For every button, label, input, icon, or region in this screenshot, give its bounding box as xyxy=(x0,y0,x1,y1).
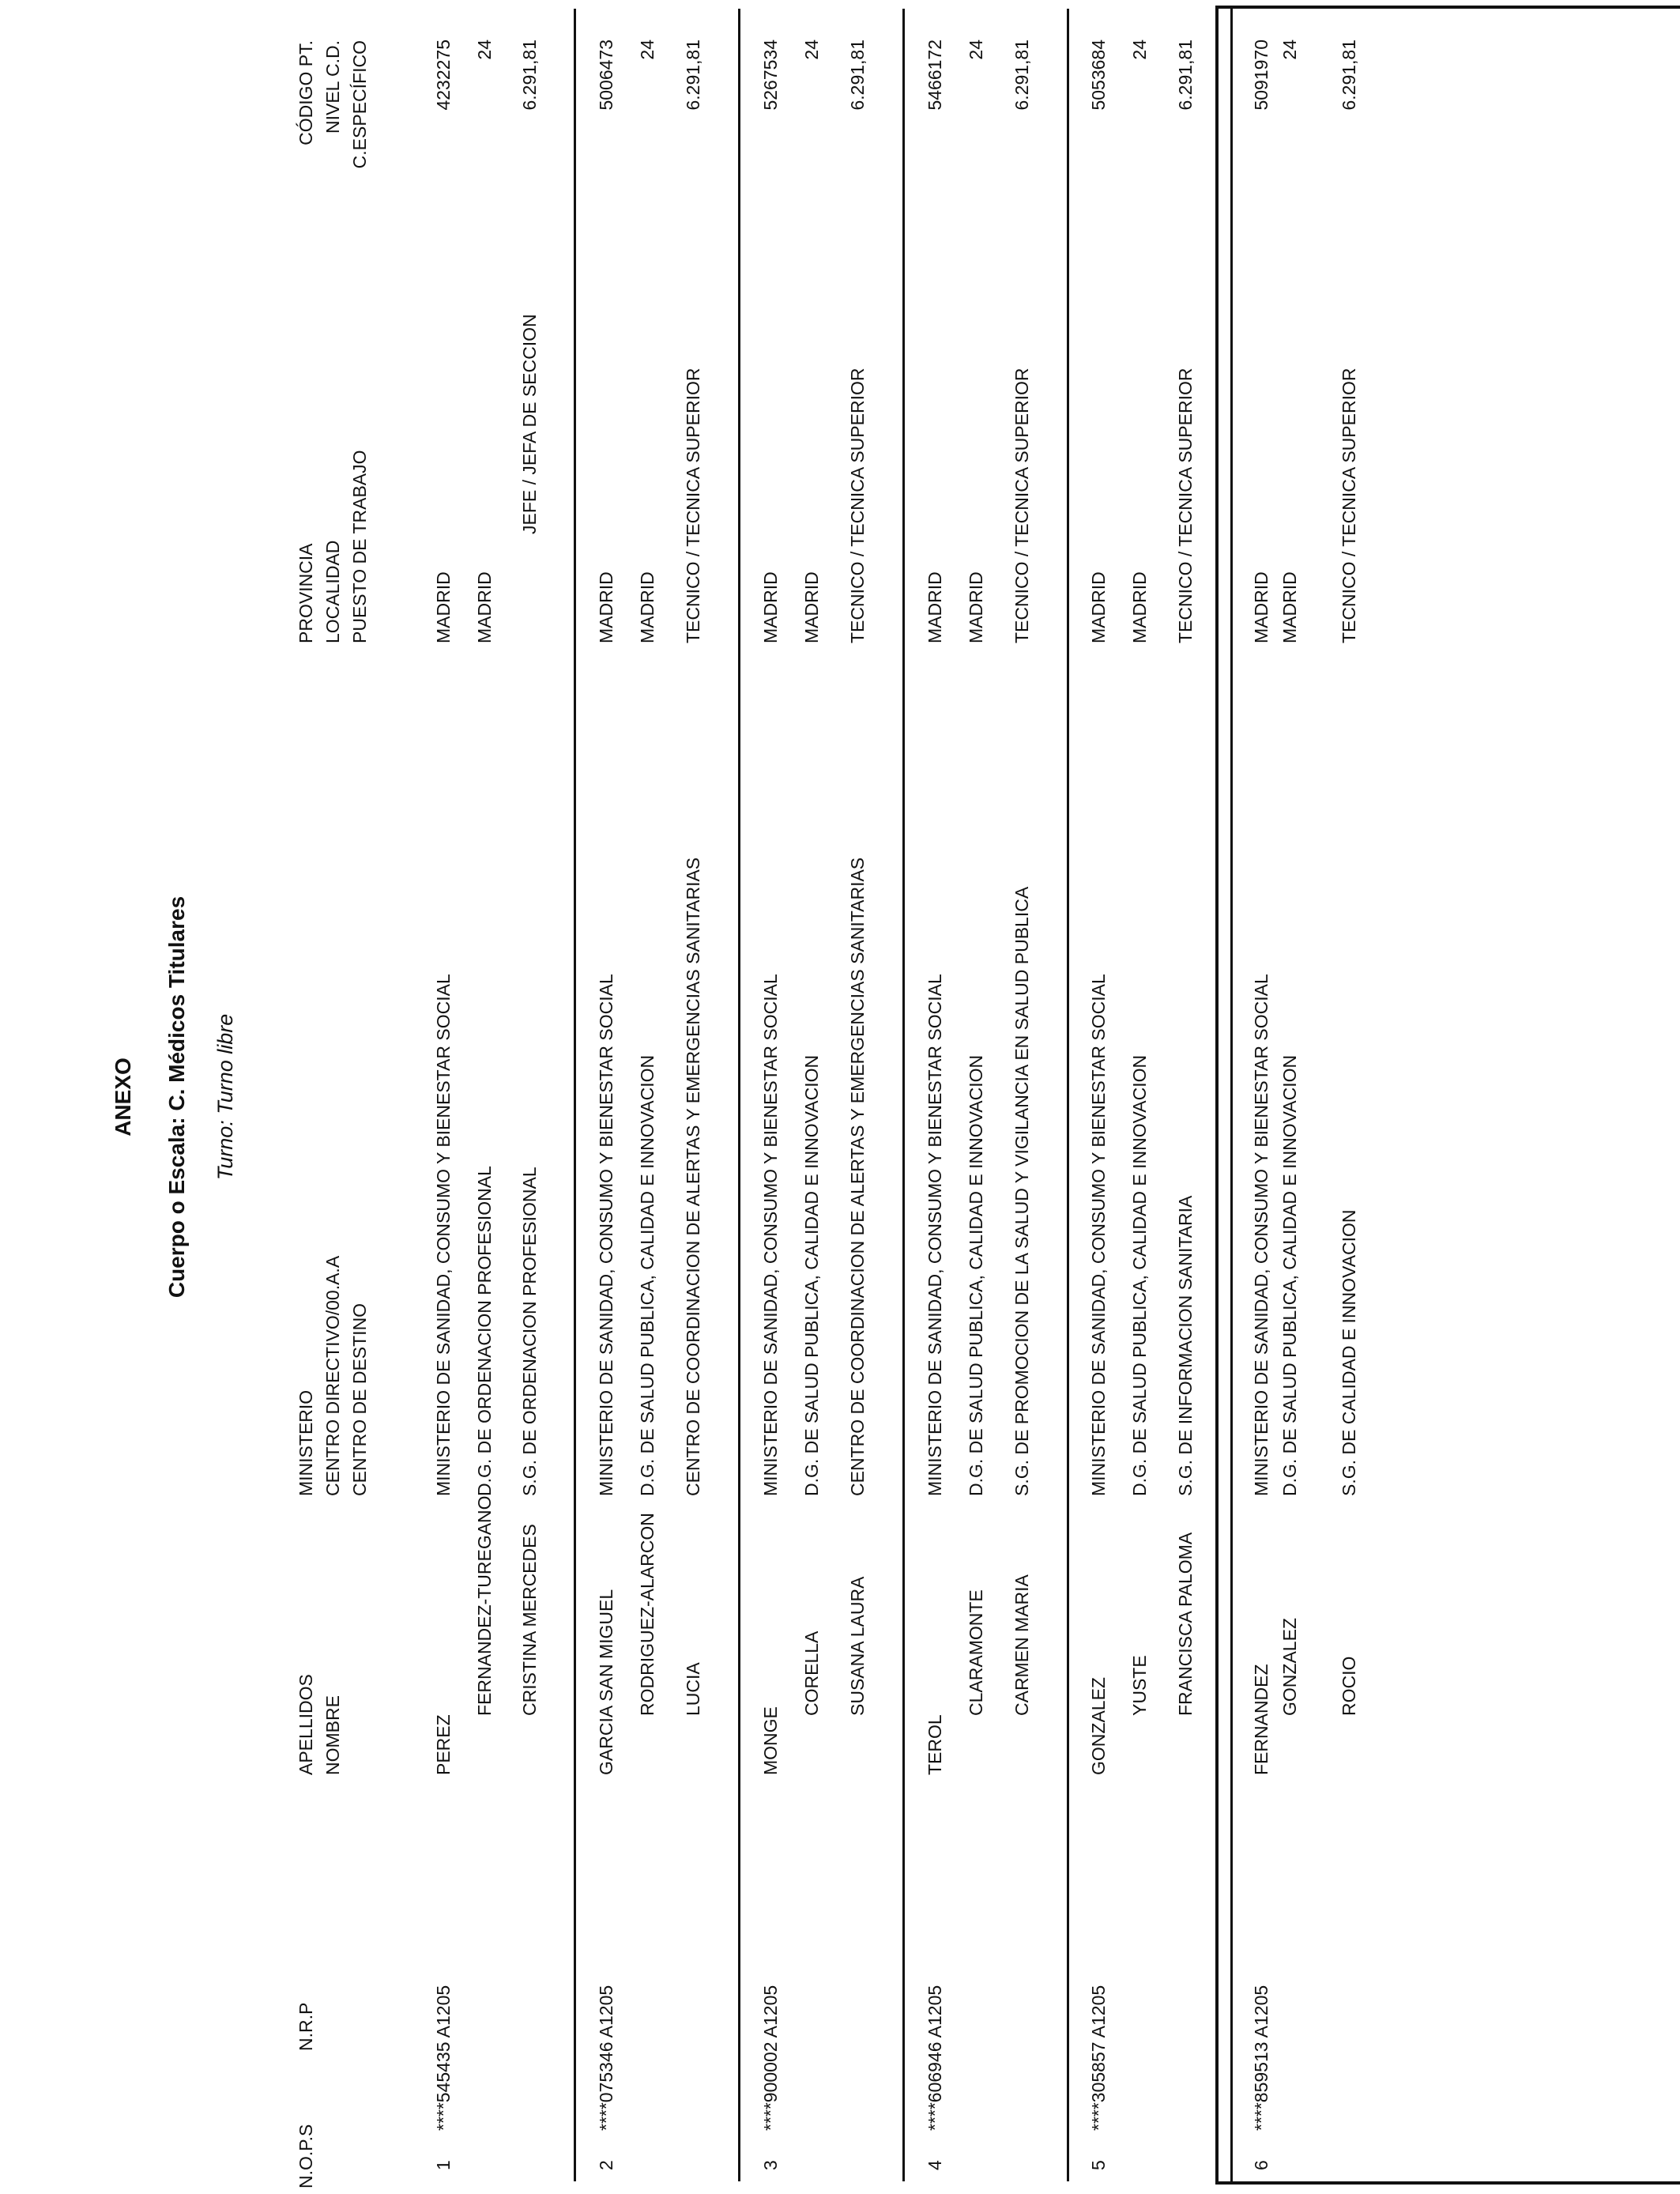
row-divider xyxy=(1230,9,1233,2181)
header-especifico: C.ESPECÍFICO xyxy=(349,40,370,169)
row-divider xyxy=(902,9,905,2181)
row-level: 24 xyxy=(801,40,822,60)
row-post: TECNICO / TECNICA SUPERIOR xyxy=(847,368,868,643)
row-directorate: D.G. DE SALUD PUBLICA, CALIDAD E INNOVACION xyxy=(801,1054,822,1496)
row-given-name: CRISTINA MERCEDES xyxy=(519,1524,540,1716)
row-post: TECNICO / TECNICA SUPERIOR xyxy=(1011,368,1032,643)
page-subtitle: Turno: Turno libre xyxy=(213,1013,237,1181)
header-centro-destino: CENTRO DE DESTINO xyxy=(349,1302,370,1496)
row-number: 5 xyxy=(1088,2160,1109,2170)
header-nops: N.O.P.S xyxy=(296,2124,316,2188)
row-number: 2 xyxy=(596,2160,616,2170)
header-provincia: PROVINCIA xyxy=(296,543,316,643)
row-divider xyxy=(738,9,740,2181)
header-localidad: LOCALIDAD xyxy=(322,540,343,643)
row-destination: S.G. DE CALIDAD E INNOVACION xyxy=(1339,1209,1359,1496)
row-divider xyxy=(574,9,576,2181)
row-surname-2: GONZALEZ xyxy=(1279,1618,1300,1716)
row-post: TECNICO / TECNICA SUPERIOR xyxy=(1339,368,1359,643)
row-level: 24 xyxy=(1279,40,1300,60)
row-specific: 6.291,81 xyxy=(1011,40,1032,111)
header-nivel: NIVEL C.D. xyxy=(322,40,343,134)
row-given-name: ROCIO xyxy=(1339,1656,1359,1716)
row-nrp: ****305857 A1205 xyxy=(1088,1985,1109,2131)
row-level: 24 xyxy=(1129,40,1150,60)
row-province: MADRID xyxy=(1251,571,1271,643)
row-specific: 6.291,81 xyxy=(683,40,703,111)
row-code: 5091970 xyxy=(1251,40,1271,111)
row-given-name: LUCIA xyxy=(683,1662,703,1716)
row-surname-2: FERNANDEZ-TUREGANO xyxy=(474,1495,495,1716)
row-number: 1 xyxy=(433,2160,454,2170)
row-province: MADRID xyxy=(433,571,454,643)
row-code: 5466172 xyxy=(925,40,945,111)
row-destination: S.G. DE PROMOCION DE LA SALUD Y VIGILANCIA EN SALUD PUBLICA xyxy=(1011,886,1032,1496)
row-directorate: D.G. DE SALUD PUBLICA, CALIDAD E INNOVACION xyxy=(966,1054,986,1496)
row-destination: CENTRO DE COORDINACION DE ALERTAS Y EMERGENCIAS SANITARIAS xyxy=(683,857,703,1496)
header-nrp: N.R.P xyxy=(296,2002,316,2051)
row-code: 5267534 xyxy=(760,40,781,111)
row-ministry: MINISTERIO DE SANIDAD, CONSUMO Y BIENESTAR SOCIAL xyxy=(760,974,781,1496)
header-nombre: NOMBRE xyxy=(322,1695,343,1775)
row-number: 3 xyxy=(760,2160,781,2170)
row-locality: MADRID xyxy=(1279,571,1300,643)
row-given-name: CARMEN MARIA xyxy=(1011,1574,1032,1716)
row-locality: MADRID xyxy=(966,571,986,643)
row-number: 6 xyxy=(1251,2160,1271,2170)
row-level: 24 xyxy=(637,40,657,60)
page-heading: ANEXO xyxy=(111,1057,135,1137)
row-surname-2: CLARAMONTE xyxy=(966,1589,986,1716)
row-divider xyxy=(1067,9,1069,2181)
row-ministry: MINISTERIO DE SANIDAD, CONSUMO Y BIENESTAR SOCIAL xyxy=(1088,974,1109,1496)
row-locality: MADRID xyxy=(801,571,822,643)
row-ministry: MINISTERIO DE SANIDAD, CONSUMO Y BIENESTAR SOCIAL xyxy=(925,974,945,1496)
header-centro-directivo: CENTRO DIRECTIVO/00.A.A xyxy=(322,1255,343,1496)
row-surname-2: CORELLA xyxy=(801,1630,822,1716)
row-province: MADRID xyxy=(925,571,945,643)
header-puesto: PUESTO DE TRABAJO xyxy=(349,450,370,643)
row-nrp: ****545435 A1205 xyxy=(433,1985,454,2131)
row-surname-1: FERNANDEZ xyxy=(1251,1664,1271,1775)
row-destination: CENTRO DE COORDINACION DE ALERTAS Y EMERGENCIAS SANITARIAS xyxy=(847,857,868,1496)
row-post: TECNICO / TECNICA SUPERIOR xyxy=(1175,368,1196,643)
row-surname-1: GARCIA SAN MIGUEL xyxy=(596,1589,616,1775)
row-level: 24 xyxy=(966,40,986,60)
row-code: 5006473 xyxy=(596,40,616,111)
row-given-name: SUSANA LAURA xyxy=(847,1576,868,1716)
row-ministry: MINISTERIO DE SANIDAD, CONSUMO Y BIENESTAR SOCIAL xyxy=(1251,974,1271,1496)
row-post: JEFE / JEFA DE SECCION xyxy=(519,314,540,534)
header-apellidos: APELLIDOS xyxy=(296,1674,316,1775)
row-province: MADRID xyxy=(760,571,781,643)
header-codigo: CÓDIGO PT. xyxy=(296,40,316,145)
row-directorate: D.G. DE SALUD PUBLICA, CALIDAD E INNOVACION xyxy=(1279,1054,1300,1496)
row-specific: 6.291,81 xyxy=(1175,40,1196,111)
row-specific: 6.291,81 xyxy=(1339,40,1359,111)
row-ministry: MINISTERIO DE SANIDAD, CONSUMO Y BIENESTAR SOCIAL xyxy=(433,974,454,1496)
row-directorate: D.G. DE SALUD PUBLICA, CALIDAD E INNOVACION xyxy=(1129,1054,1150,1496)
row-code: 4232275 xyxy=(433,40,454,111)
row-surname-2: RODRIGUEZ-ALARCON xyxy=(637,1513,657,1716)
row-surname-1: MONGE xyxy=(760,1706,781,1775)
row-locality: MADRID xyxy=(474,571,495,643)
row-post: TECNICO / TECNICA SUPERIOR xyxy=(683,368,703,643)
row-surname-2: YUSTE xyxy=(1129,1655,1150,1716)
page-title: Cuerpo o Escala: C. Médicos Titulares xyxy=(164,895,189,1299)
row-destination: S.G. DE ORDENACION PROFESIONAL xyxy=(519,1167,540,1496)
row-directorate: D.G. DE SALUD PUBLICA, CALIDAD E INNOVACION xyxy=(637,1054,657,1496)
row-surname-1: GONZALEZ xyxy=(1088,1677,1109,1775)
row-destination: S.G. DE INFORMACION SANITARIA xyxy=(1175,1195,1196,1496)
header-ministerio: MINISTERIO xyxy=(296,1389,316,1496)
row-directorate: D.G. DE ORDENACION PROFESIONAL xyxy=(474,1166,495,1496)
row-locality: MADRID xyxy=(1129,571,1150,643)
row-number: 4 xyxy=(925,2160,945,2170)
row-nrp: ****900002 A1205 xyxy=(760,1985,781,2131)
row-nrp: ****075346 A1205 xyxy=(596,1985,616,2131)
row-province: MADRID xyxy=(1088,571,1109,643)
row-level: 24 xyxy=(474,40,495,60)
row-given-name: FRANCISCA PALOMA xyxy=(1175,1532,1196,1716)
row-ministry: MINISTERIO DE SANIDAD, CONSUMO Y BIENESTAR SOCIAL xyxy=(596,974,616,1496)
row-specific: 6.291,81 xyxy=(519,40,540,111)
row-surname-1: TEROL xyxy=(925,1714,945,1775)
row-surname-1: PEREZ xyxy=(433,1714,454,1775)
row-province: MADRID xyxy=(596,571,616,643)
row-specific: 6.291,81 xyxy=(847,40,868,111)
row-code: 5053684 xyxy=(1088,40,1109,111)
row-nrp: ****859513 A1205 xyxy=(1251,1985,1271,2131)
row-locality: MADRID xyxy=(637,571,657,643)
row-nrp: ****606946 A1205 xyxy=(925,1985,945,2131)
